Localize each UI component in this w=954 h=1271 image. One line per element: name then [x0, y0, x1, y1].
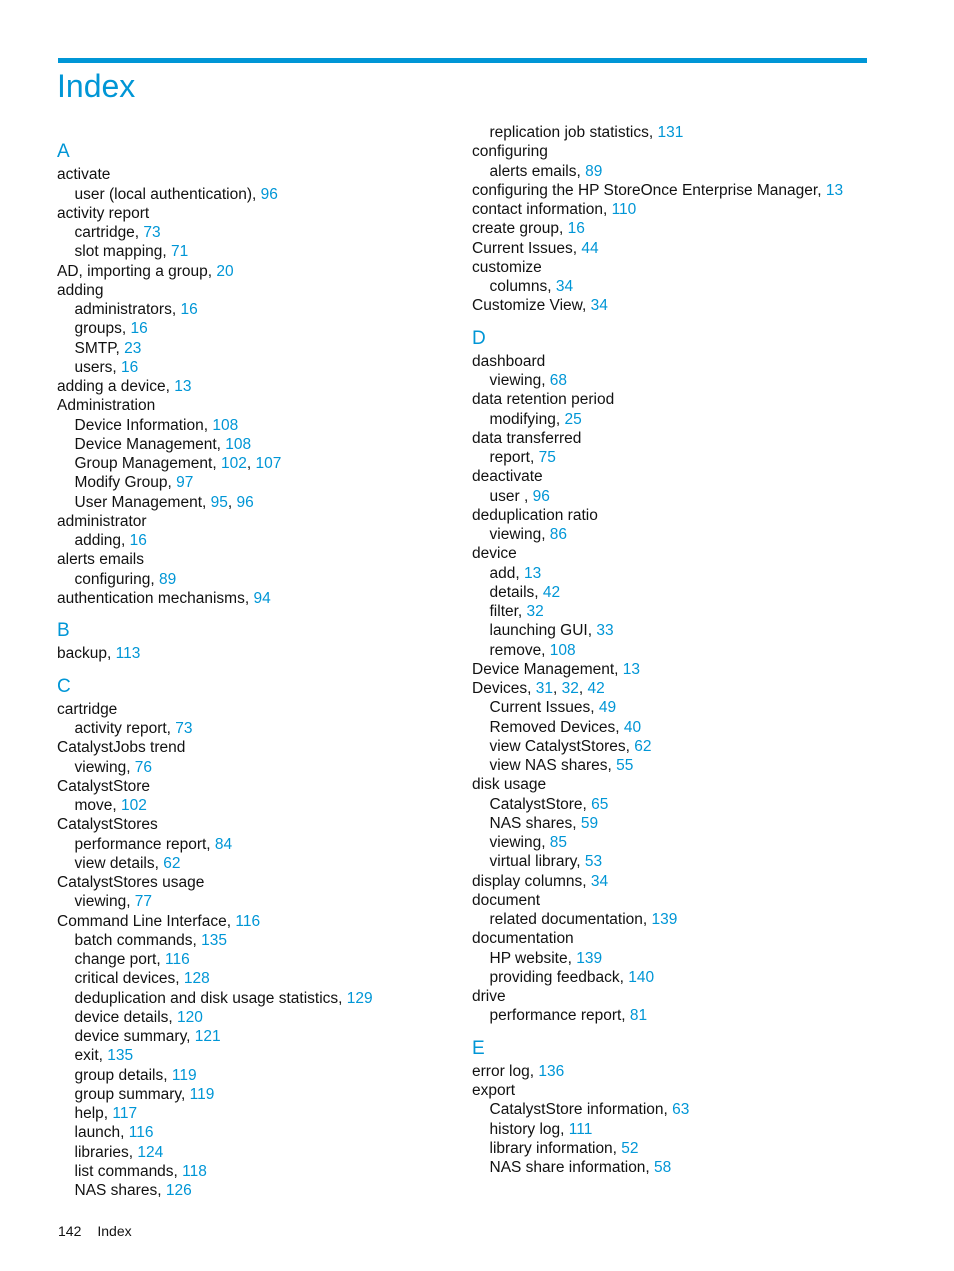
- page-link[interactable]: 23: [119, 339, 142, 357]
- page-link[interactable]: 108: [208, 416, 239, 434]
- index-entry: [472, 467, 543, 486]
- entry-term: CatalystStores: [57, 816, 158, 834]
- entry-term: users,: [74, 358, 117, 376]
- entry-term: launch,: [74, 1124, 125, 1142]
- entry-term: performance report,: [74, 835, 211, 853]
- entry-term: Command Line Interface,: [57, 912, 232, 930]
- entry-term: NAS shares,: [489, 814, 577, 832]
- page-link[interactable]: 108: [545, 641, 576, 659]
- index-entry: [472, 219, 585, 238]
- index-subentry: [472, 814, 598, 833]
- index-subentry: [57, 1181, 192, 1200]
- entry-term: CatalystStore,: [489, 795, 587, 813]
- entry-term: Devices,: [472, 680, 532, 697]
- index-subentry: [57, 531, 147, 550]
- page-footer: [58, 1223, 148, 1239]
- entry-term: library information,: [489, 1139, 617, 1157]
- index-subentry: [57, 1046, 133, 1065]
- page-link[interactable]: 128: [179, 970, 210, 988]
- index-subentry: [57, 454, 281, 473]
- entry-term: add,: [489, 564, 520, 582]
- index-subentry: [57, 989, 373, 1008]
- page-link[interactable]: 32: [557, 680, 579, 697]
- entry-term: launching GUI,: [489, 622, 593, 640]
- entry-term: disk usage: [472, 776, 547, 794]
- index-subentry: [57, 854, 181, 873]
- page-link[interactable]: 124: [133, 1143, 164, 1161]
- index-subentry: [472, 833, 567, 852]
- index-subentry: [472, 602, 544, 621]
- entry-term: groups,: [74, 320, 127, 338]
- index-entry: [57, 377, 191, 396]
- index-subentry: [472, 583, 560, 602]
- entry-term: device: [472, 545, 517, 563]
- entry-term: critical devices,: [74, 970, 180, 988]
- entry-term: AD, importing a group,: [57, 262, 213, 280]
- index-subentry: [472, 448, 556, 467]
- index-subentry: [57, 185, 278, 204]
- entry-term: contact information,: [472, 201, 608, 218]
- page-link[interactable]: 96: [528, 487, 550, 505]
- page-link[interactable]: 32: [522, 603, 544, 620]
- entry-term: CatalystJobs trend: [57, 739, 186, 757]
- page-separator: ,: [246, 455, 252, 472]
- index-subentry: [57, 1085, 214, 1104]
- page-link[interactable]: 40: [619, 718, 642, 736]
- page-link[interactable]: 140: [623, 968, 655, 986]
- index-entry: [472, 200, 636, 219]
- entry-term: configuring the HP StoreOnce Enterprise Manager,: [472, 181, 822, 199]
- page-link[interactable]: 129: [342, 989, 373, 1007]
- entry-term: cartridge,: [74, 224, 140, 241]
- entry-term: Group Management,: [74, 455, 217, 472]
- page-link[interactable]: 62: [629, 737, 652, 755]
- page-link[interactable]: 110: [607, 201, 637, 218]
- page-link[interactable]: 136: [534, 1062, 565, 1080]
- index-entry: [57, 815, 158, 834]
- page-link[interactable]: 102: [216, 455, 247, 472]
- page-link[interactable]: 52: [617, 1139, 639, 1157]
- entry-term: Current Issues,: [472, 239, 578, 257]
- entry-term: configuring,: [74, 570, 155, 588]
- entry-term: change port,: [74, 951, 161, 968]
- index-entry: [57, 777, 150, 796]
- entry-term: adding a device,: [57, 378, 170, 395]
- page-link[interactable]: 85: [545, 834, 568, 851]
- entry-term: alerts emails: [57, 551, 144, 569]
- index-subentry: [472, 162, 602, 181]
- index-subentry: [57, 300, 198, 319]
- entry-term: Removed Devices,: [489, 718, 620, 736]
- page-link[interactable]: 89: [154, 570, 177, 588]
- entry-term: virtual library,: [489, 853, 581, 871]
- entry-term: view details,: [74, 854, 159, 872]
- entry-term: report,: [489, 449, 535, 466]
- entry-term: providing feedback,: [489, 968, 624, 986]
- index-letter-heading: A: [57, 141, 70, 162]
- entry-term: adding,: [74, 532, 126, 549]
- entry-term: details,: [489, 583, 539, 601]
- page-link[interactable]: 94: [249, 589, 271, 607]
- page-link[interactable]: 121: [190, 1028, 221, 1045]
- index-subentry: [57, 358, 138, 377]
- page-link[interactable]: 25: [560, 410, 582, 428]
- index-subentry: [57, 796, 147, 815]
- index-subentry: [472, 1158, 671, 1177]
- index-subentry: [57, 835, 232, 854]
- entry-term: view CatalystStores,: [489, 737, 630, 755]
- entry-term: alerts emails,: [489, 162, 581, 180]
- page-link[interactable]: 13: [821, 181, 844, 199]
- index-letter-heading: D: [472, 327, 486, 349]
- index-subentry: [57, 892, 152, 911]
- page-link[interactable]: 34: [586, 297, 608, 315]
- entry-term: viewing,: [489, 526, 546, 543]
- page-link[interactable]: 89: [580, 162, 603, 180]
- page-link[interactable]: 113: [111, 645, 141, 663]
- index-entry: [472, 1081, 515, 1100]
- entry-term: group details,: [74, 1066, 168, 1084]
- entry-term: modifying,: [489, 410, 561, 428]
- page-link[interactable]: 16: [563, 220, 585, 238]
- page-link[interactable]: 55: [611, 757, 634, 774]
- entry-term: drive: [472, 988, 506, 1005]
- entry-term: CatalystStores usage: [57, 874, 205, 891]
- page-link[interactable]: 20: [212, 262, 234, 280]
- page-link[interactable]: 96: [256, 185, 278, 203]
- page-link[interactable]: 68: [545, 372, 568, 389]
- index-subentry: [472, 1139, 639, 1158]
- index-entry: [57, 738, 185, 757]
- page-link[interactable]: 76: [130, 758, 153, 776]
- index-subentry: [472, 968, 654, 987]
- page-link[interactable]: 116: [160, 951, 190, 968]
- index-subentry: [57, 473, 193, 492]
- index-subentry: [472, 1006, 647, 1025]
- index-entry: [472, 142, 548, 161]
- index-entry: [472, 429, 581, 448]
- entry-term: list commands,: [74, 1162, 178, 1180]
- index-subentry: [472, 487, 550, 506]
- index-subentry: [472, 525, 567, 544]
- page-link[interactable]: 116: [231, 912, 261, 930]
- index-entry: [472, 352, 545, 371]
- entry-term: move,: [74, 797, 117, 814]
- page-link[interactable]: 16: [126, 320, 148, 338]
- page-link[interactable]: 16: [125, 532, 147, 549]
- page-link[interactable]: 107: [251, 455, 282, 472]
- index-subentry: [57, 416, 238, 435]
- index-subentry: [472, 718, 641, 737]
- index-subentry: [472, 1120, 592, 1139]
- page-link[interactable]: 73: [170, 720, 193, 737]
- index-entry: [472, 872, 608, 891]
- index-entry: [57, 396, 155, 415]
- index-entry: [472, 544, 517, 563]
- entry-term: replication job statistics,: [489, 124, 654, 141]
- entry-term: NAS shares,: [74, 1182, 162, 1199]
- page-link[interactable]: 49: [594, 699, 617, 717]
- page-link[interactable]: 42: [583, 680, 605, 697]
- entry-term: Device Management,: [472, 660, 619, 678]
- entry-term: error log,: [472, 1062, 535, 1080]
- page-link[interactable]: 16: [176, 301, 198, 318]
- page-link[interactable]: 84: [210, 835, 233, 853]
- entry-term: adding: [57, 281, 104, 299]
- page-link[interactable]: 81: [625, 1007, 648, 1025]
- entry-term: Modify Group,: [74, 474, 172, 492]
- index-entry: [472, 1062, 564, 1081]
- page-link[interactable]: 126: [161, 1182, 192, 1199]
- page-link[interactable]: 13: [169, 378, 192, 395]
- entry-term: device details,: [74, 1008, 173, 1026]
- index-subentry: [57, 1027, 221, 1046]
- index-subentry: [57, 242, 188, 261]
- index-entry: [57, 644, 140, 663]
- index-subentry: [472, 949, 602, 968]
- entry-term: create group,: [472, 220, 564, 238]
- index-entry: [57, 873, 204, 892]
- index-entry: [472, 891, 540, 910]
- page-link[interactable]: 108: [220, 435, 252, 453]
- page-link[interactable]: 77: [130, 893, 153, 911]
- entry-term: Device Management,: [74, 435, 221, 453]
- page-link[interactable]: 135: [196, 931, 228, 949]
- entry-term: administrator: [57, 512, 147, 530]
- page-link[interactable]: 34: [551, 278, 574, 295]
- entry-term: Customize View,: [472, 297, 587, 315]
- entry-term: documentation: [472, 930, 574, 948]
- index-letter-heading: B: [57, 620, 70, 641]
- page-link[interactable]: 116: [124, 1124, 154, 1142]
- index-subentry: [57, 1143, 163, 1162]
- index-subentry: [472, 123, 683, 142]
- index-subentry: [472, 621, 614, 640]
- page-link[interactable]: 135: [102, 1047, 134, 1065]
- index-entry: [472, 929, 574, 948]
- index-subentry: [472, 698, 616, 717]
- entry-term: Administration: [57, 397, 156, 415]
- page-separator: ,: [553, 680, 558, 697]
- footer-page-number: 142: [58, 1223, 82, 1239]
- index-subentry: [57, 1162, 207, 1181]
- index-entry: [472, 296, 608, 315]
- entry-term: help,: [74, 1105, 109, 1122]
- page-link[interactable]: 102: [116, 797, 147, 814]
- index-subentry: [472, 737, 651, 756]
- entry-term: CatalystStore: [57, 777, 151, 795]
- index-entry: [57, 281, 104, 300]
- entry-term: HP website,: [489, 949, 572, 967]
- index-subentry: [57, 493, 254, 512]
- entry-term: User Management,: [74, 493, 207, 511]
- index-entry: [57, 700, 117, 719]
- page-link[interactable]: 16: [116, 358, 139, 376]
- page-title: Index: [57, 68, 136, 104]
- entry-term: viewing,: [74, 758, 131, 776]
- page-link[interactable]: 62: [158, 854, 181, 872]
- page-link[interactable]: 13: [519, 564, 542, 582]
- entry-term: activity report: [57, 204, 150, 222]
- index-entry: [472, 258, 542, 277]
- index-entry: [57, 204, 149, 223]
- index-subentry: [57, 319, 148, 338]
- page-link[interactable]: 63: [667, 1101, 690, 1119]
- page-link[interactable]: 97: [171, 474, 194, 492]
- index-subentry: [57, 1008, 203, 1027]
- index-subentry: [57, 223, 161, 242]
- entry-term: activity report,: [74, 720, 171, 737]
- index-subentry: [57, 435, 251, 454]
- entry-term: administrators,: [74, 301, 177, 318]
- page-link[interactable]: 42: [538, 583, 561, 601]
- index-subentry: [57, 950, 190, 969]
- page-link[interactable]: 44: [577, 239, 599, 257]
- page-link[interactable]: 59: [576, 814, 599, 832]
- page-link[interactable]: 117: [108, 1105, 138, 1122]
- entry-term: viewing,: [74, 893, 131, 911]
- entry-term: display columns,: [472, 872, 587, 890]
- entry-term: view NAS shares,: [489, 757, 612, 774]
- entry-term: export: [472, 1082, 516, 1099]
- index-entry: [472, 390, 614, 409]
- index-subentry: [472, 410, 582, 429]
- index-subentry: [472, 1100, 689, 1119]
- entry-term: dashboard: [472, 352, 546, 370]
- entry-term: batch commands,: [74, 931, 197, 949]
- page-separator: ,: [227, 493, 233, 511]
- page-link[interactable]: 119: [167, 1066, 197, 1084]
- index-subentry: [472, 756, 633, 775]
- entry-term: cartridge: [57, 700, 118, 718]
- entry-term: NAS share information,: [489, 1159, 650, 1176]
- page-link[interactable]: 86: [545, 526, 568, 543]
- page-link[interactable]: 96: [232, 493, 254, 511]
- page-link[interactable]: 31: [531, 680, 553, 697]
- entry-term: customize: [472, 258, 542, 276]
- entry-term: viewing,: [489, 834, 546, 851]
- index-entry: [57, 589, 271, 608]
- index-subentry: [472, 852, 602, 871]
- index-subentry: [472, 910, 677, 929]
- index-subentry: [57, 719, 193, 738]
- page-link[interactable]: 53: [580, 853, 603, 871]
- entry-term: data transferred: [472, 429, 582, 447]
- page-link[interactable]: 139: [571, 949, 603, 967]
- footer-section: Index: [97, 1223, 132, 1239]
- page-separator: ,: [578, 680, 584, 697]
- entry-term: Current Issues,: [489, 699, 595, 717]
- page-link[interactable]: 131: [653, 124, 684, 141]
- entry-term: history log,: [489, 1120, 565, 1138]
- entry-term: backup,: [57, 645, 112, 663]
- index-entry: [472, 660, 640, 679]
- entry-term: deduplication and disk usage statistics,: [74, 989, 343, 1007]
- index-entry: [472, 775, 546, 794]
- entry-term: remove,: [489, 641, 546, 659]
- entry-term: CatalystStore information,: [489, 1101, 668, 1119]
- page-link[interactable]: 58: [649, 1159, 672, 1176]
- entry-term: filter,: [489, 603, 523, 620]
- page-link[interactable]: 75: [534, 449, 556, 466]
- index-entry: [57, 262, 234, 281]
- page-link[interactable]: 119: [185, 1085, 215, 1103]
- index-subentry: [57, 1123, 154, 1142]
- entry-term: Device Information,: [74, 416, 209, 434]
- index-subentry: [57, 339, 141, 358]
- index-subentry: [472, 641, 576, 660]
- entry-term: viewing,: [489, 372, 546, 389]
- index-subentry: [57, 1104, 137, 1123]
- page-link[interactable]: 111: [564, 1120, 593, 1138]
- index-entry: [472, 987, 506, 1006]
- entry-term: exit,: [74, 1047, 103, 1065]
- page-link[interactable]: 71: [166, 243, 189, 261]
- index-subentry: [57, 969, 210, 988]
- page-link[interactable]: 118: [177, 1162, 207, 1180]
- page-link[interactable]: 13: [618, 660, 641, 678]
- index-entry: [57, 550, 144, 569]
- index-subentry: [472, 564, 541, 583]
- entry-term: user (local authentication),: [74, 185, 257, 203]
- index-entry: [57, 512, 147, 531]
- entry-term: document: [472, 891, 541, 909]
- index-letter-heading: C: [57, 675, 71, 697]
- entry-term: activate: [57, 166, 111, 184]
- index-subentry: [472, 371, 567, 390]
- index-subentry: [57, 758, 152, 777]
- page-link[interactable]: 73: [139, 224, 161, 241]
- entry-term: device summary,: [74, 1028, 191, 1045]
- entry-term: user ,: [489, 487, 529, 505]
- index-entry: [472, 506, 598, 525]
- index-letter-heading: E: [472, 1037, 485, 1059]
- entry-term: group summary,: [74, 1085, 186, 1103]
- entry-term: deduplication ratio: [472, 506, 598, 524]
- page-link[interactable]: 120: [172, 1008, 203, 1026]
- index-entry: [472, 679, 605, 698]
- index-entry: [472, 239, 599, 258]
- entry-term: slot mapping,: [74, 243, 167, 261]
- entry-term: configuring: [472, 143, 548, 161]
- entry-term: authentication mechanisms,: [57, 589, 250, 607]
- index-entry: [57, 165, 110, 184]
- entry-term: libraries,: [74, 1143, 134, 1161]
- entry-term: columns,: [489, 278, 552, 295]
- index-subentry: [472, 795, 608, 814]
- entry-term: SMTP,: [74, 339, 120, 357]
- index-entry: [472, 181, 843, 200]
- entry-term: deactivate: [472, 468, 543, 486]
- page-link[interactable]: 139: [647, 911, 678, 928]
- entry-term: data retention period: [472, 391, 615, 409]
- index-subentry: [57, 570, 176, 589]
- index-entry: [57, 912, 260, 931]
- page-link[interactable]: 95: [206, 493, 228, 511]
- page-link[interactable]: 34: [586, 872, 609, 890]
- entry-term: performance report,: [489, 1007, 626, 1025]
- page-link[interactable]: 33: [592, 622, 614, 640]
- index-subentry: [57, 1066, 197, 1085]
- title-rule: [58, 58, 867, 63]
- page-link[interactable]: 65: [586, 795, 609, 813]
- index-subentry: [472, 277, 573, 296]
- entry-term: related documentation,: [489, 911, 648, 928]
- index-subentry: [57, 931, 227, 950]
